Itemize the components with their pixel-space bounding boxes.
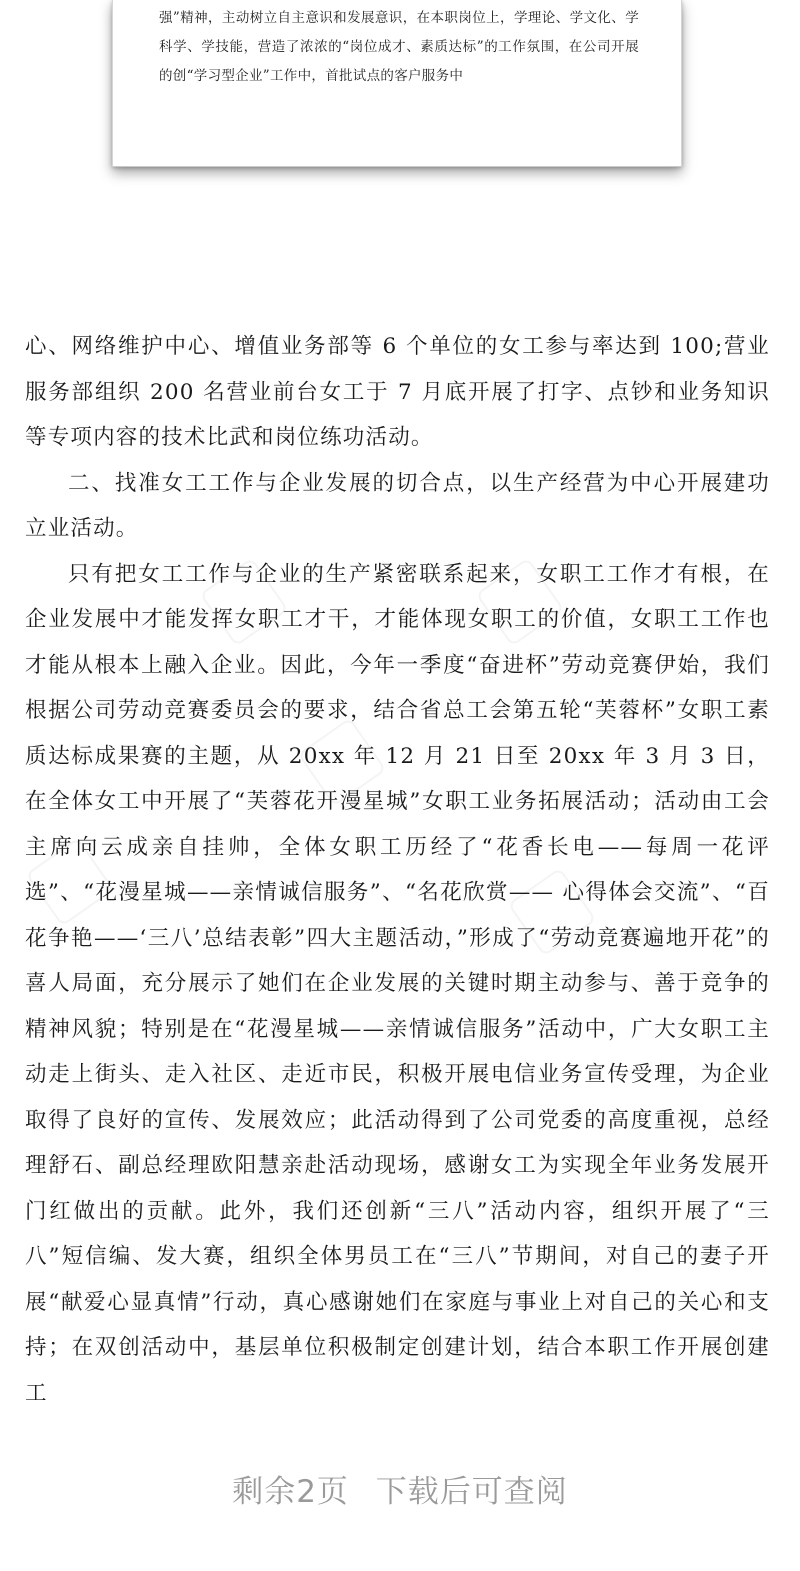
preview-text: 强”精神，主动树立自主意识和发展意识，在本职岗位上，学理论、学文化、学科学、学技能，营造了浓浓的“岗位成才、素质达标”的工作氛围，在公司开展的创“学习型企业”工作中，首批试点的客户服务中 [159, 10, 639, 84]
remaining-pages-notice[interactable]: 剩余2页 下载后可查阅 [232, 1474, 568, 1510]
paragraph: 心、网络维护中心、增值业务部等 6 个单位的女工参与率达到 100;营业服务部组织 200 名营业前台女工于 7 月底开展了打字、点钞和业务知识等专项内容的技术比武和岗位练功活动。 [25, 334, 770, 450]
section-heading: 二、找准女工工作与企业发展的切合点，以生产经营为中心开展建功立业活动。 [25, 470, 770, 541]
paragraph: 只有把女工工作与企业的生产紧密联系起来，女职工工作才有根，在企业发展中才能发挥女职工才干，才能体现女职工的价值，女职工工作也才能从根本上融入企业。因此，今年一季度“奋进杯”劳动竞赛伊始，我们根据公司劳动竞赛委员会的要求，结合省总工会第五轮“芙蓉杯”女职工素质达标成果赛的主题，从 20xx 年 12 月 21 日至 20xx 年 3 月 3 日，在全体女工中开展了“芙蓉花开漫星城”女职工业务拓展活动；活动由工会主席向云成亲自挂帅，全体女职工历经了“花香长电——每周一花评选”、“花漫星城——亲情诚信服务”、“名花欣赏—— 心得体会交流”、“百花争艳——‘三八’总结表彰”四大主题活动，”形成了“劳动竞赛遍地开花”的喜人局面，充分展示了她们在企业发展的关键时期主动参与、善于竞争的精神风貌；特别是在“花漫星城——亲情诚信服务”活动中，广大女职工主动走上街头、走入社区、走近市民，积极开展电信业务宣传受理，为企业取得了良好的宣传、发展效应；此活动得到了公司党委的高度重视，总经理舒石、副总经理欧阳慧亲赴活动现场，感谢女工为实现全年业务发展开门红做出的贡献。此外，我们还创新“三八”活动内容，组织开展了“三八”短信编、发大赛，组织全体男员工在“三八”节期间，对自己的妻子开展“献爱心显真情”行动，真心感谢她们在家庭与事业上对自己的关心和支持；在双创活动中，基层单位积极制定创建计划，结合本职工作开展创建工 [25, 561, 770, 1406]
document-body [25, 324, 770, 1416]
page-preview-card [112, 0, 682, 167]
